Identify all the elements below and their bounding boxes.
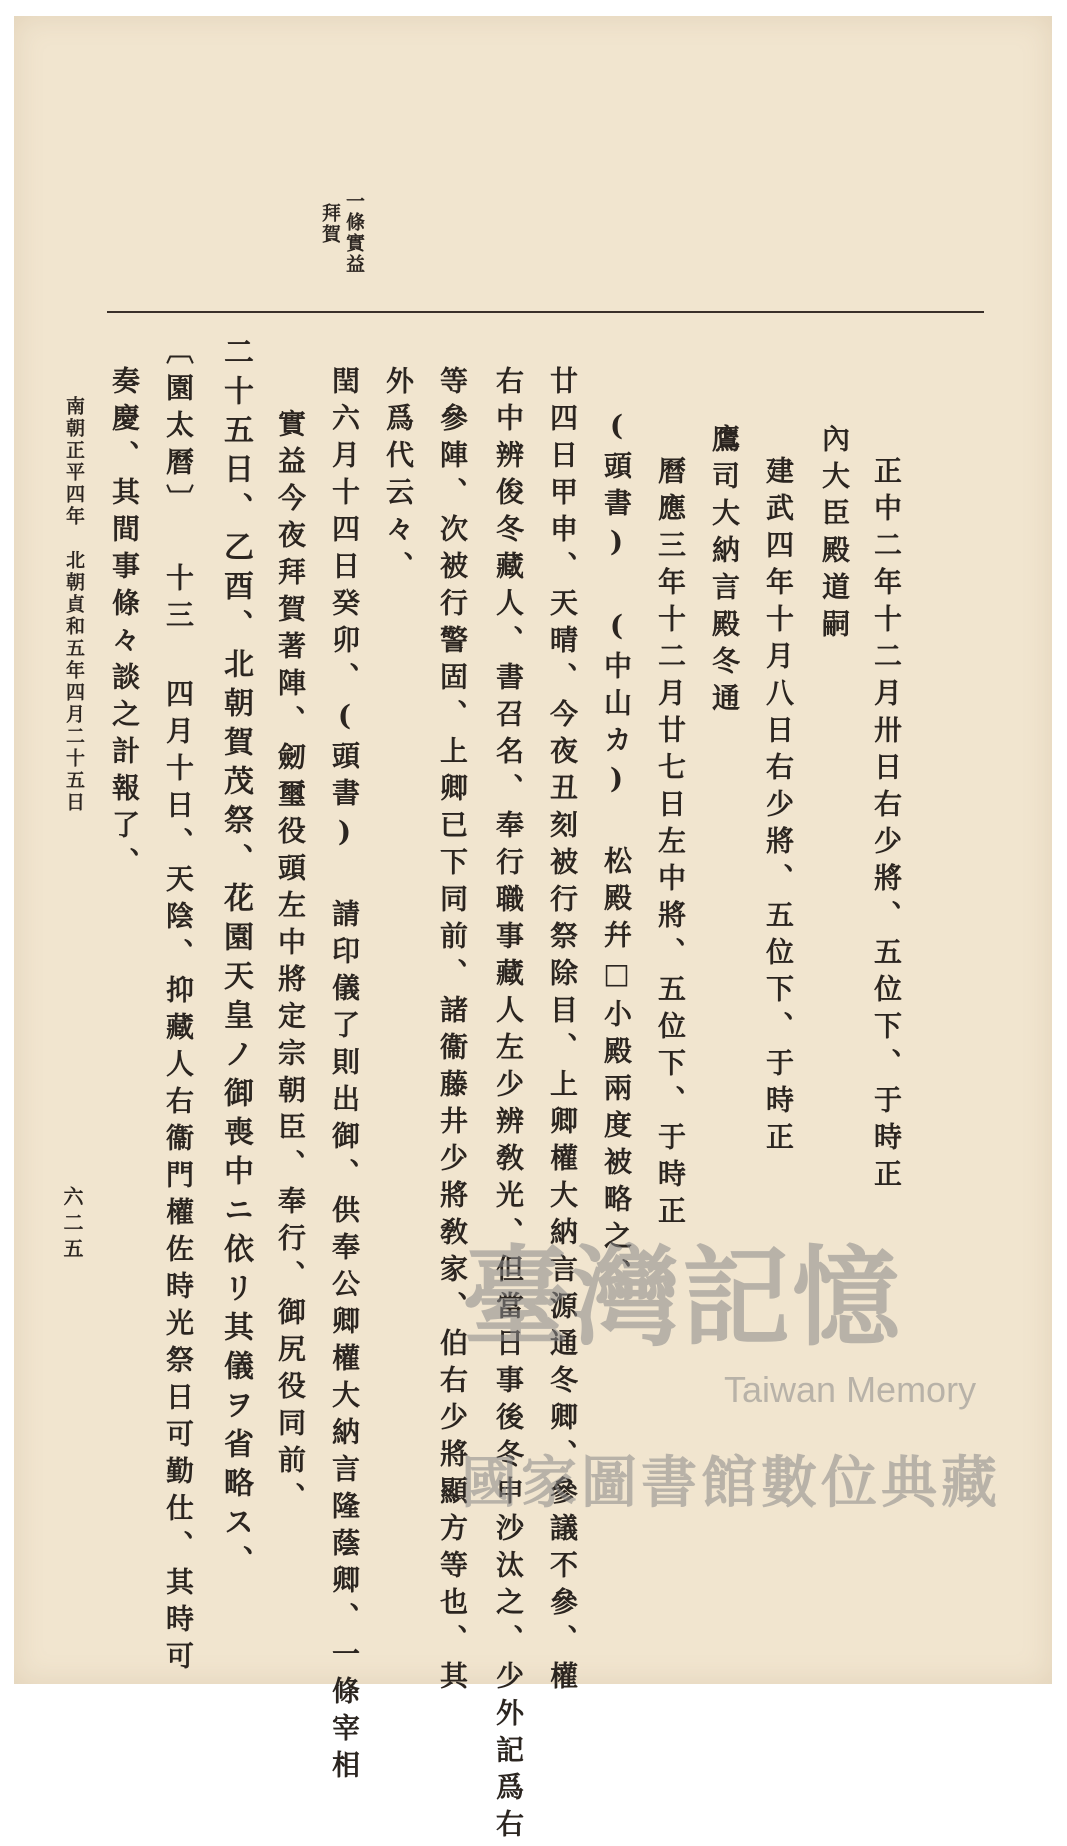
- text-line: 廿四日甲申、天晴、今夜丑刻被行祭除目、上卿權大納言源通冬卿、參議不參、權: [546, 366, 579, 1698]
- text-line: 右中辨俊冬藏人、書召名、奉行職事藏人左少辨敎光、但當日事後冬申沙汰之、少外記爲右: [492, 366, 525, 1846]
- page-number: 六二五: [60, 1186, 84, 1264]
- header-title: [314, 191, 374, 291]
- document-page: [14, 16, 1052, 1846]
- text-line: 外爲代云々、: [382, 366, 415, 588]
- text-line: 奏慶、其間事條々談之計報了、: [108, 366, 141, 884]
- watermark-english: Taiwan Memory: [724, 1369, 977, 1410]
- watermark: [462, 1211, 1022, 1551]
- text-line: 實益今夜拜賀著陣、劒璽役頭左中將定宗朝臣、奉行、御尻役同前、: [274, 409, 307, 1519]
- header-rule: [107, 311, 984, 313]
- text-line: 曆應三年十二月廿七日左中將、五位下、于時正: [654, 456, 687, 1233]
- header-title-line2: 拜賀: [319, 203, 341, 245]
- text-line: (頭書) (中山カ) 松殿幷□小殿兩度被略之、: [600, 409, 633, 1295]
- text-line: 建武四年十月八日右少將、五位下、于時正: [762, 456, 795, 1159]
- text-line: 〔園太曆〕 十三 四月十日、天陰、抑藏人右衞門權佐時光祭日可勤仕、其時可: [162, 336, 195, 1678]
- text-line: 鷹司大納言殿冬通: [708, 424, 741, 720]
- text-line: 閏六月十四日癸卯、(頭書) 請印儀了則出御、供奉公卿權大納言隆蔭卿、一條宰相: [328, 366, 361, 1787]
- text-line: 正中二年十二月卅日右少將、五位下、于時正: [870, 456, 903, 1196]
- running-head: 南朝正平四年 北朝貞和五年四月二十五日: [63, 396, 85, 814]
- header-title-line1: 一條實益: [343, 191, 365, 275]
- watermark-chinese: 國家圖書館數位典藏: [461, 1451, 1001, 1514]
- watermark-logo: 臺灣記憶: [462, 1235, 903, 1361]
- text-line: 二十五日、乙酉、北朝賀茂祭、花園天皇ノ御喪中ニ依リ其儀ヲ省略ス、: [218, 336, 253, 1584]
- text-line: 等參陣、次被行警固、上卿已下同前、諸衞藤井少將敎家、伯右少將顯方等也、其: [436, 366, 469, 1698]
- text-line: 內大臣殿道嗣: [818, 424, 851, 646]
